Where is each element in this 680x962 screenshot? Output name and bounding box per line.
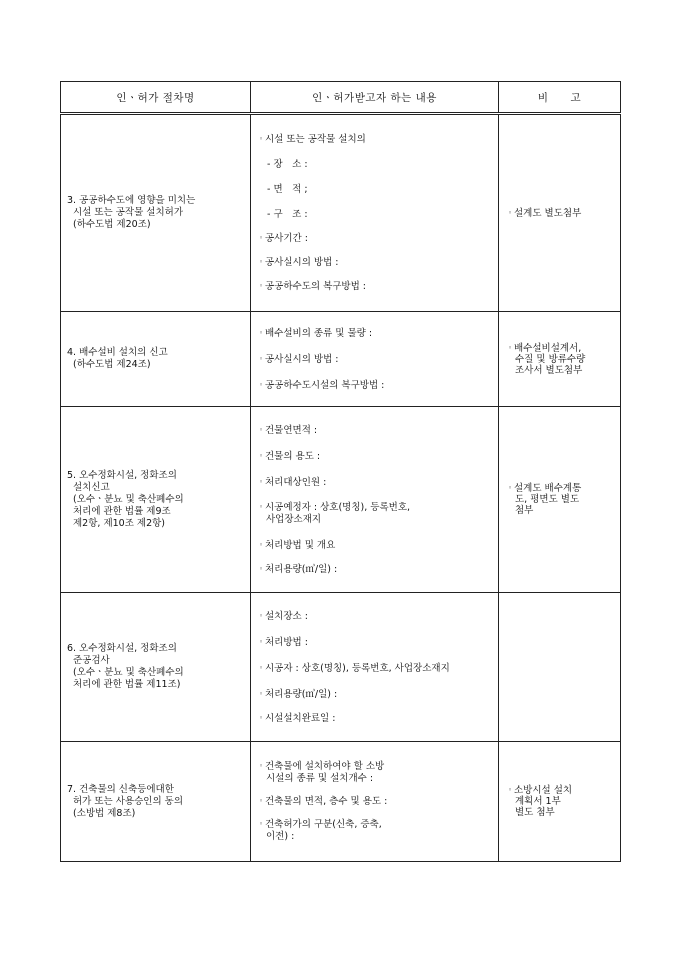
bullet-icon: ◦ <box>259 354 264 363</box>
content-item <box>259 476 498 489</box>
remarks-line <box>508 796 620 807</box>
permit-content-cell <box>251 312 499 407</box>
bullet-icon: ◦ <box>259 689 264 698</box>
procedure-name-line: (하수도법 제24조) <box>73 359 151 370</box>
remarks-line <box>508 208 620 219</box>
procedure-name-line: 3. 공공하수도에 영향을 미치는 <box>67 195 196 206</box>
table-row <box>61 407 621 593</box>
procedure-name-line: 허가 또는 사용승인의 동의 <box>73 795 184 807</box>
procedure-name-cell <box>61 407 251 593</box>
procedure-name-line: 5. 오수정화시설, 정화조의 <box>67 469 177 481</box>
remarks-cell <box>499 312 621 407</box>
bullet-icon: ◦ <box>259 477 264 486</box>
header-procedure-name: 인ㆍ허가 절차명 <box>61 82 251 114</box>
remarks-text: 별도 첨부 <box>515 807 555 818</box>
content-item <box>259 353 498 366</box>
procedure-name-cell <box>61 742 251 862</box>
remarks-text: 첨부 <box>515 505 534 516</box>
remarks-text: 설계도 별도첨부 <box>514 207 582 219</box>
procedure-name-line: (하수도법 제20조) <box>73 219 151 230</box>
bullet-icon: ◦ <box>259 328 264 337</box>
content-item-text: 건물의 용도 : <box>265 450 321 462</box>
permit-content-cell <box>251 593 499 742</box>
procedure-name-line: 6. 오수정화시설, 정화조의 <box>67 643 177 654</box>
content-item-text: 공사기간 : <box>265 233 308 244</box>
content-item-text: 공사실시의 방법 : <box>265 257 339 268</box>
content-item <box>259 539 498 552</box>
content-item-text: 처리용량(㎥/일) : <box>265 688 338 700</box>
content-item-text: 시설설치완료일 : <box>265 712 336 724</box>
bullet-icon: ◦ <box>259 234 264 242</box>
bullet-icon: ◦ <box>259 713 264 722</box>
content-item <box>259 818 498 843</box>
remarks-line <box>508 807 620 818</box>
content-item <box>259 232 498 245</box>
bullet-icon: ◦ <box>259 611 264 620</box>
remarks-text: 배수설비설계서, <box>514 342 582 354</box>
content-item-text: - 면 적 ; <box>267 184 308 195</box>
content-item-text: 건축허가의 구분(신축, 증축, <box>265 819 382 830</box>
remarks-text: 수질 및 방류수량 <box>515 353 586 365</box>
content-item <box>259 256 498 269</box>
bullet-icon: ◦ <box>259 762 264 770</box>
content-item-text: 건축물에 설치하여야 할 소방 <box>265 761 385 772</box>
remarks-text: 소방시설 설치 <box>514 785 573 796</box>
content-item <box>259 209 498 221</box>
content-item-text: 시공자 : 상호(명칭), 등록번호, 사업장소재지 <box>265 662 450 674</box>
content-item <box>259 662 498 675</box>
procedure-name-line: (오수ㆍ분뇨 및 축산폐수의 <box>73 493 184 505</box>
procedure-name-cell <box>61 312 251 407</box>
bullet-icon: ◦ <box>259 564 264 573</box>
permit-content-cell <box>251 742 499 862</box>
content-item <box>259 501 498 526</box>
content-item-text: 공공하수도시설의 복구방법 : <box>265 379 385 391</box>
content-item <box>259 184 498 196</box>
content-item-text: 처리방법 및 개요 <box>265 539 336 551</box>
content-item <box>259 795 498 808</box>
header-permit-content: 인ㆍ허가받고자 하는 내용 <box>251 82 499 114</box>
bullet-icon: ◦ <box>508 786 513 794</box>
procedure-name-line: (오수ㆍ분뇨 및 축산폐수의 <box>73 667 184 678</box>
content-item-text: 배수설비의 종류 및 물량 : <box>265 327 373 339</box>
remarks-text: 설계도 배수계통 <box>514 483 582 494</box>
table-row <box>61 114 621 312</box>
remarks-line <box>508 343 620 354</box>
content-item-text: 건축물의 면적, 층수 및 용도 : <box>265 796 388 807</box>
content-item-subtext: 사업장소재지 <box>266 513 322 525</box>
content-item <box>259 159 498 171</box>
bullet-icon: ◦ <box>259 637 264 646</box>
procedure-name-line: 시설 또는 공작물 설치허가 <box>73 207 184 218</box>
bullet-icon: ◦ <box>259 135 264 143</box>
content-item <box>259 424 498 437</box>
bullet-icon: ◦ <box>259 282 264 290</box>
content-item <box>259 610 498 623</box>
remarks-line <box>508 365 620 376</box>
content-item-text: 공사실시의 방법 : <box>265 353 339 365</box>
content-item-text: 처리용량(㎥/일) : <box>265 563 338 575</box>
permit-table <box>60 81 621 862</box>
content-item-text: 공공하수도의 복구방법 : <box>265 281 367 292</box>
remarks-cell <box>499 114 621 312</box>
content-item <box>259 379 498 392</box>
procedure-name-line: (소방법 제8조) <box>73 807 136 819</box>
table-row <box>61 593 621 742</box>
bullet-icon: ◦ <box>259 380 264 389</box>
procedure-name-line: 처리에 관한 법률 제11조) <box>73 679 181 690</box>
procedure-name-line: 처리에 관한 법률 제9조 <box>73 505 171 517</box>
procedure-name-cell <box>61 593 251 742</box>
content-item <box>259 280 498 293</box>
content-item <box>259 688 498 701</box>
bullet-icon: ◦ <box>259 663 264 672</box>
remarks-cell <box>499 742 621 862</box>
table-row <box>61 742 621 862</box>
table-row <box>61 312 621 407</box>
content-item <box>259 450 498 463</box>
remarks-line <box>508 483 620 494</box>
content-item <box>259 327 498 340</box>
procedure-name-line: 준공검사 <box>73 655 110 666</box>
bullet-icon: ◦ <box>259 820 264 828</box>
remarks-line <box>508 494 620 505</box>
content-item-text: 처리대상인원 : <box>265 476 327 488</box>
content-item-text: 설치장소 : <box>265 610 308 622</box>
content-item <box>259 563 498 576</box>
table-header-row <box>61 82 621 114</box>
content-item <box>259 712 498 725</box>
remarks-text: 계획서 1부 <box>515 796 561 807</box>
bullet-icon: ◦ <box>259 540 264 549</box>
content-item <box>259 133 498 146</box>
content-item-text: 시설 또는 공작물 설치의 <box>265 134 366 145</box>
content-item-text: 시공예정자 : 상호(명칭), 등록번호, <box>265 501 411 513</box>
content-item-text: 건물연면적 : <box>265 424 318 436</box>
remarks-text: 도, 평면도 별도 <box>515 494 580 505</box>
procedure-name-line: 7. 건축물의 신축등에대한 <box>67 783 174 795</box>
bullet-icon: ◦ <box>259 258 264 266</box>
bullet-icon: ◦ <box>259 425 264 434</box>
procedure-name-cell <box>61 114 251 312</box>
content-item <box>259 760 498 785</box>
remarks-cell <box>499 407 621 593</box>
bullet-icon: ◦ <box>508 343 513 352</box>
bullet-icon: ◦ <box>508 484 513 492</box>
permit-content-cell <box>251 114 499 312</box>
content-item <box>259 636 498 649</box>
bullet-icon: ◦ <box>259 502 264 511</box>
remarks-line <box>508 505 620 516</box>
content-item-text: - 구 조 : <box>267 209 308 220</box>
content-item-subtext: 이전) : <box>266 831 295 842</box>
bullet-icon: ◦ <box>508 208 513 217</box>
bullet-icon: ◦ <box>259 451 264 460</box>
content-item-text: - 장 소 : <box>267 159 308 170</box>
bullet-icon: ◦ <box>259 797 264 805</box>
procedure-name-line: 설치신고 <box>73 481 110 493</box>
remarks-text: 조사서 별도첨부 <box>515 364 583 376</box>
procedure-name-line: 4. 배수설비 설치의 신고 <box>67 347 168 358</box>
permit-content-cell <box>251 407 499 593</box>
procedure-name-line: 제2항, 제10조 제2항) <box>73 517 166 529</box>
remarks-line <box>508 354 620 365</box>
header-remarks: 비 고 <box>499 82 621 114</box>
remarks-cell <box>499 593 621 742</box>
content-item-text: 처리방법 : <box>265 636 308 648</box>
remarks-line <box>508 785 620 796</box>
content-item-subtext: 시설의 종류 및 설치개수 : <box>266 773 374 784</box>
